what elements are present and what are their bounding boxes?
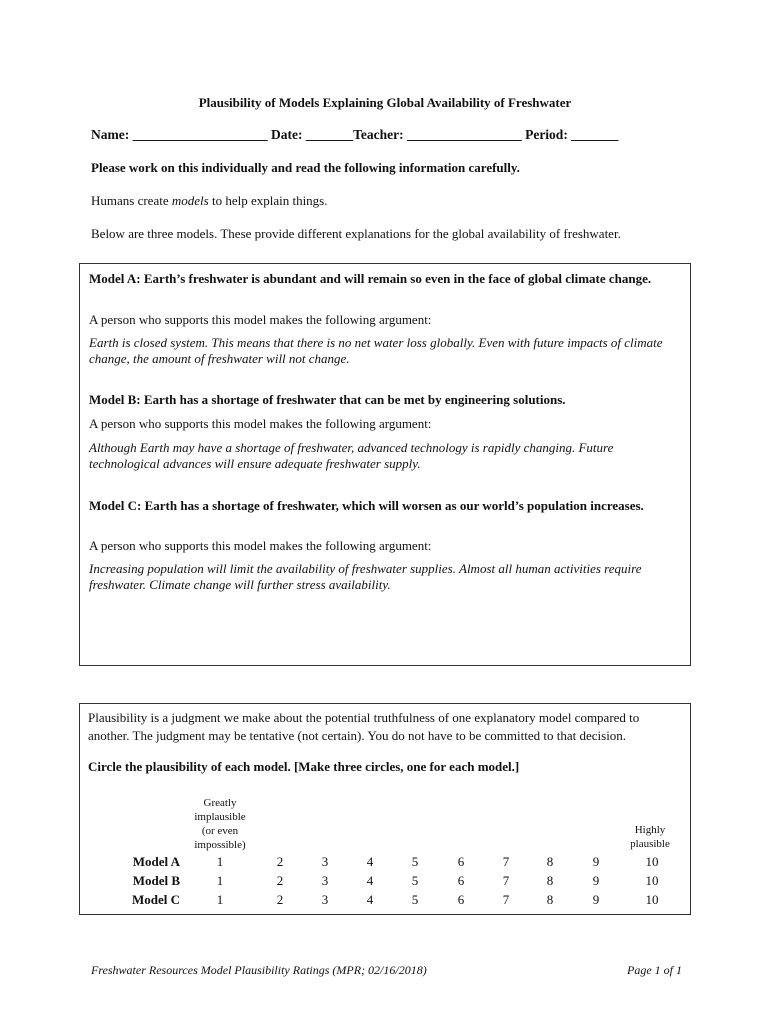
rating-option[interactable]: 4	[366, 873, 374, 888]
intro-prefix: Humans create	[91, 193, 172, 208]
rating-option[interactable]: 3	[321, 873, 329, 888]
rating-option[interactable]: 1	[216, 892, 224, 907]
rating-option[interactable]: 2	[276, 854, 284, 869]
high-label-line: Highly	[634, 824, 666, 836]
low-label-line: Greatly	[203, 797, 237, 809]
rating-option[interactable]: 10	[645, 892, 659, 907]
document-title: Plausibility of Models Explaining Global Availability of Freshwater	[198, 95, 572, 110]
rating-row-label: Model C	[131, 892, 180, 907]
rating-option[interactable]: 4	[366, 854, 374, 869]
page-number: Page 1 of 1	[627, 963, 682, 977]
plausibility-instruction: Circle the plausibility of each model. [Make three circles, one for each model.]	[88, 759, 520, 774]
rating-option[interactable]: 8	[546, 873, 554, 888]
high-label-line: plausible	[630, 838, 670, 850]
rating-option[interactable]: 8	[546, 892, 554, 907]
intro-paragraph	[91, 193, 328, 209]
rating-option[interactable]: 3	[321, 892, 329, 907]
rating-option[interactable]: 1	[216, 873, 224, 888]
rating-option[interactable]: 6	[457, 892, 465, 907]
rating-option[interactable]: 2	[276, 892, 284, 907]
model-a-lead: A person who supports this model makes the following argument:	[89, 312, 432, 327]
rating-option[interactable]: 8	[546, 854, 554, 869]
model-c-lead: A person who supports this model makes the following argument:	[89, 538, 432, 553]
low-label-line: impossible)	[194, 839, 246, 851]
model-b-argument: Although Earth may have a shortage of freshwater, advanced technology is rapidly changing. Future technological advances will ensure adequate freshwater supply.	[89, 440, 614, 471]
rating-option[interactable]: 6	[457, 854, 465, 869]
model-c-heading: Model C: Earth has a shortage of freshwater, which will worsen as our world’s population increases.	[89, 498, 644, 513]
model-b-heading: Model B: Earth has a shortage of freshwater that can be met by engineering solutions.	[89, 392, 566, 407]
rating-option[interactable]: 4	[366, 892, 374, 907]
student-info-line: Name: ____________________ Date: _______Teacher: _________________ Period: _______	[91, 127, 619, 142]
rating-option[interactable]: 10	[645, 873, 659, 888]
intro-suffix: to help explain things.	[208, 193, 328, 208]
rating-option[interactable]: 10	[645, 854, 659, 869]
low-label-line: (or even	[201, 825, 239, 837]
instruction-text: Please work on this individually and read the following information carefully.	[91, 160, 520, 175]
intro-italic: models	[171, 193, 209, 208]
rating-option[interactable]: 7	[502, 873, 510, 888]
rating-option[interactable]: 5	[411, 873, 419, 888]
rating-option[interactable]: 6	[457, 873, 465, 888]
rating-option[interactable]: 7	[502, 892, 510, 907]
model-b-lead: A person who supports this model makes the following argument:	[89, 416, 432, 431]
low-label-line: implausible	[194, 811, 246, 823]
rating-option[interactable]: 3	[321, 854, 329, 869]
rating-option[interactable]: 2	[276, 873, 284, 888]
model-c-argument: Increasing population will limit the availability of freshwater supplies. Almost all human activities require freshwater. Climate change will further stress availability.	[89, 561, 642, 592]
rating-row-label: Model A	[132, 854, 180, 869]
rating-option[interactable]: 7	[502, 854, 510, 869]
rating-option[interactable]: 5	[411, 892, 419, 907]
model-a-argument: Earth is closed system. This means that there is no net water loss globally. Even with future impacts of climate change, the amount of freshwater will not change.	[89, 335, 663, 366]
rating-row-label: Model B	[132, 873, 180, 888]
rating-option[interactable]: 9	[592, 892, 600, 907]
rating-option[interactable]: 1	[216, 854, 224, 869]
rating-option[interactable]: 9	[592, 873, 600, 888]
intro-paragraph-2: Below are three models. These provide different explanations for the global availability of freshwater.	[91, 226, 621, 241]
rating-option[interactable]: 5	[411, 854, 419, 869]
footer-citation: Freshwater Resources Model Plausibility Ratings (MPR; 02/16/2018)	[91, 963, 427, 977]
model-a-heading: Model A: Earth’s freshwater is abundant and will remain so even in the face of global climate change.	[89, 271, 652, 286]
high-scale-label	[615, 823, 685, 851]
plausibility-definition: Plausibility is a judgment we make about the potential truthfulness of one explanatory model compared to another. The judgment may be tentative (not certain). You do not have to be committed to that decision.	[88, 710, 640, 743]
rating-option[interactable]: 9	[592, 854, 600, 869]
low-scale-label	[180, 796, 260, 852]
